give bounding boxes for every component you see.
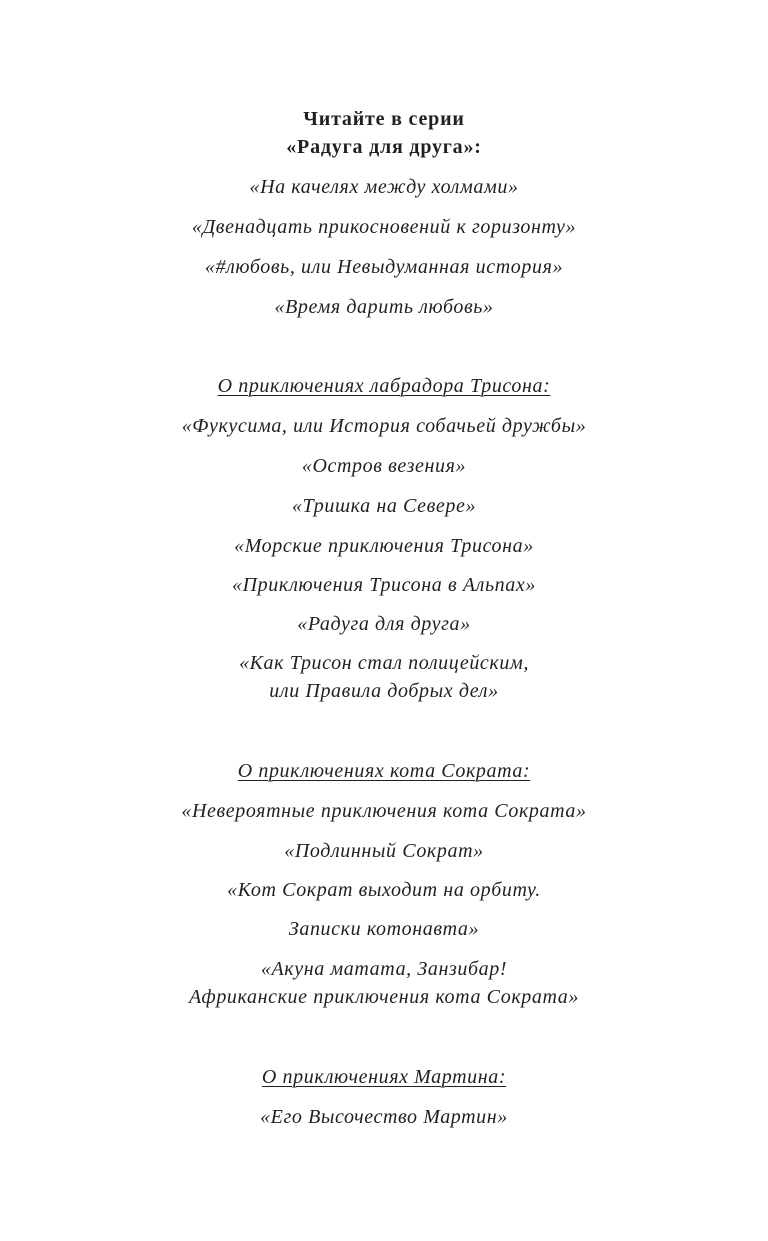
book-title: «Приключения Трисона в Альпах» xyxy=(232,574,536,596)
book-title: «Фукусима, или История собачьей дружбы» xyxy=(181,415,587,437)
section-title-socrates xyxy=(0,759,768,783)
book-title: «На качелях между холмами» xyxy=(249,176,519,198)
book-title: «Радуга для друга» xyxy=(297,613,471,635)
book-title-line-2: Африканские приключения кота Сократа» xyxy=(189,986,579,1008)
section-title-martin xyxy=(0,1065,768,1089)
section-title-text: О приключениях кота Сократа: xyxy=(237,760,531,782)
heading-line-2: «Радуга для друга»: xyxy=(286,136,482,158)
book-title: «Кот Сократ выходит на орбиту. xyxy=(227,879,541,901)
book-title-line-2: или Правила добрых дел» xyxy=(269,680,499,702)
book-title-line-1: «Как Трисон стал полицейским, xyxy=(239,652,529,674)
book-title: «Двенадцать прикосновений к горизонту» xyxy=(191,216,577,238)
book-title: «Подлинный Сократ» xyxy=(284,840,484,862)
book-title: «Тришка на Севере» xyxy=(291,495,477,517)
book-title-line-1: «Акуна матата, Занзибар! xyxy=(260,958,508,980)
section-title-trison xyxy=(0,374,768,398)
section-title-text: О приключениях Мартина: xyxy=(261,1066,507,1088)
book-title: «Остров везения» xyxy=(301,455,467,477)
book-title: «Невероятные приключения кота Сократа» xyxy=(181,800,587,822)
book-title: «#любовь, или Невыдуманная история» xyxy=(204,256,564,278)
book-title: Записки котонавта» xyxy=(288,918,480,940)
book-title: «Морские приключения Трисона» xyxy=(234,535,534,557)
book-title: «Его Высочество Мартин» xyxy=(260,1106,508,1128)
section-title-text: О приключениях лабрадора Трисона: xyxy=(217,375,551,397)
book-title: «Время дарить любовь» xyxy=(274,296,494,318)
heading-line-1: Читайте в серии xyxy=(303,108,465,130)
